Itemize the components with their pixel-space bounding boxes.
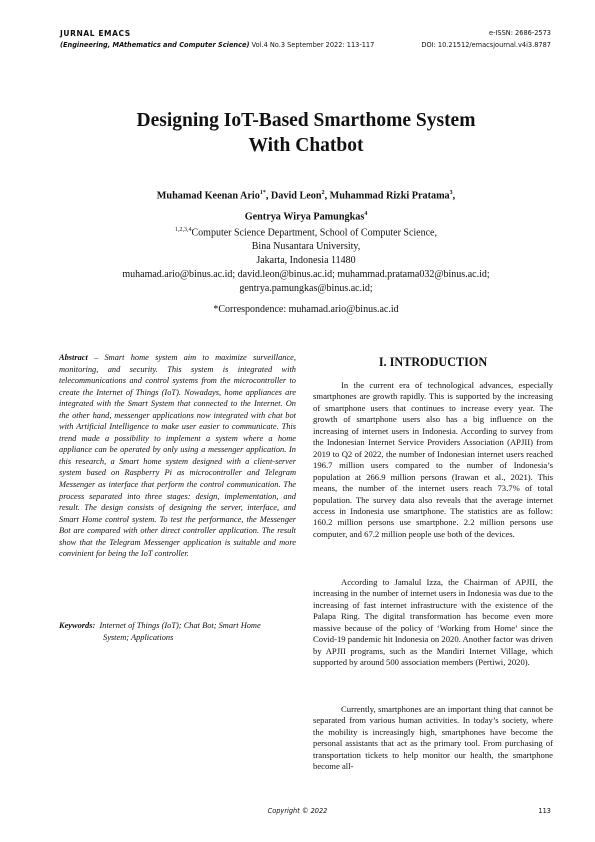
keywords-line-2: System; Applications bbox=[103, 632, 174, 642]
eissn: e-ISSN: 2686-2573 bbox=[489, 29, 551, 37]
intro-paragraph-3: Currently, smartphones are an important thing that cannot be separated from various human activities. In today’s society, where the mobility is increasingly high, smartphones have become the personal assistants that act as the primary tool. From purchasing of transportation tickets to help monitor our health, the smartphone become all- bbox=[313, 704, 553, 772]
intro-paragraph-2: According to Jamalul Izza, the Chairman of APJII, the increasing in the number of internet users in Indonesia was due to the increasing of fast internet infrastructure with the existence of the Palapa Ring. The digital transformation has become even more massive because of the policy of ‘Working from Home’ since the Covid-19 pandemic hit Indonesia on 2020. Another factor was driven by APJII programs, such as the Mandiri Internet Village, which supported by around 500 association members (Pertiwi, 2020). bbox=[313, 577, 553, 668]
abstract-text: – Smart home system aim to maximize surveillance, monitoring, and security. This system is integrated with telecommunications and control systems from the microcontroller to create the Internet of Things (IoT). Nowadays, home appliances are integrated with the Smart System that connected to the Internet. On the other hand, messenger applications now integrated with chat bot with Artificial Intelligence to make user easier to communicate. This trend made a possibility to implement a system where a home appliance can be operated by only using a messenger application. In this research, a Smart home system designed with a client-server system based on Raspberry Pi as microcontroller and Telegram Messenger as interface that perform the control communication. The process separated into three stages: design, implementation, and result. The design consists of designing the server, interface, and Smart Home control system. To test the performance, the Messenger Bot are compared with other direct controller application. The result show that the Telegram Messenger application is suitable and more convinient for being the IoT controller. bbox=[59, 353, 296, 559]
volume-info: Vol.4 No.3 September 2022: 113-117 bbox=[251, 41, 375, 49]
keywords bbox=[59, 620, 296, 643]
affiliation bbox=[60, 223, 552, 296]
page-number: 113 bbox=[538, 807, 551, 815]
affiliation-line-1: $^{1,2,3,4}$Computer Science Department, School of Computer Science, bbox=[175, 227, 437, 239]
paper-title bbox=[60, 108, 552, 158]
title-line-2: With Chatbot bbox=[248, 135, 364, 156]
affiliation-line-3: Jakarta, Indonesia 11480 bbox=[256, 255, 356, 267]
section-heading-introduction: I. INTRODUCTION bbox=[378, 355, 488, 369]
title-line-1: Designing IoT-Based Smarthome System bbox=[136, 110, 476, 131]
journal-subtitle-line bbox=[60, 41, 374, 49]
correspondence: *Correspondence: muhamad.ario@binus.ac.id bbox=[213, 304, 399, 315]
intro-paragraph-1: In the current era of technological advances, especially smartphones are growth rapidly. This is supported by the increasing of smartphone users that continues to increase every year. The growth of smartphone users also has a big influence on the increasing of internet users in Indonesia. According to survey from the Indonesian Internet Service Providers Association (APJII) from 2019 to Q2 of 2022, the number of Indonesian internet users reached 196.7 million users compared to the number of Indonesia’s population at 266.9 million persons (Irawan et al., 2021). This means, the number of the internet users reach 73.7% of total population. The survey data also reveals that the average internet access in Indonesia use smartphone. The statistics are as follow: 160.2 million persons use smartphone. 2.2 million persons use computer, and 67.2 million people use both of the devices. bbox=[313, 380, 553, 539]
emails-line-2: gentrya.pamungkas@binus.ac.id; bbox=[239, 283, 373, 295]
journal-subtitle: (Engineering, MAthematics and Computer Science) bbox=[60, 41, 250, 49]
doi: DOI: 10.21512/emacsjournal.v4i3.8787 bbox=[421, 41, 551, 49]
journal-name: JURNAL EMACS bbox=[60, 29, 131, 38]
affiliation-superscript: 1,2,3,4 bbox=[175, 227, 192, 233]
emails-line-1: muhamad.ario@binus.ac.id; david.leon@binus.ac.id; muhammad.pratama032@binus.ac.id; bbox=[122, 269, 490, 281]
keywords-label: Keywords: bbox=[59, 621, 96, 630]
keywords-line-1: Internet of Things (IoT); Chat Bot; Smart Home bbox=[99, 621, 261, 630]
authors-line-1: Muhamad Keenan Ario$^{1*}$, David Leon$^2$, Muhammad Rizki Pratama$^3$, bbox=[156, 190, 456, 202]
footer-copyright: Copyright © 2022 bbox=[267, 807, 328, 815]
authors-line-2: Gentrya Wirya Pamungkas$^4$ bbox=[244, 211, 368, 223]
abstract bbox=[59, 352, 296, 560]
authors bbox=[60, 184, 552, 227]
affiliation-line-2: Bina Nusantara University, bbox=[251, 241, 361, 253]
abstract-label: Abstract bbox=[59, 353, 88, 362]
